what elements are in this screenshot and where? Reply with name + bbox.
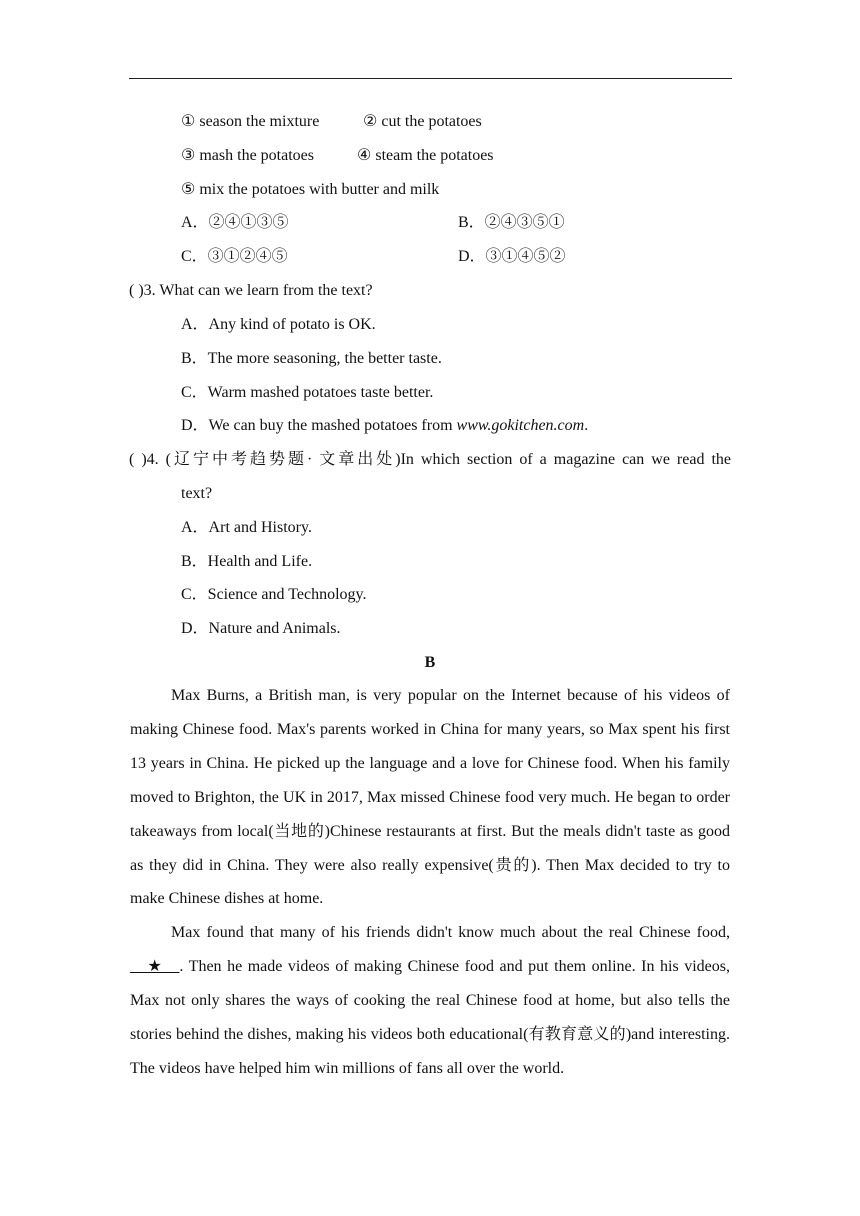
q4-option-c: C．Science and Technology. (181, 586, 367, 603)
q3-stem: ( )3. What can we learn from the text? (129, 282, 373, 299)
section-heading: B (424, 654, 436, 671)
q2-option-d: D．③①④⑤② (458, 248, 566, 265)
q3-url: www.gokitchen.com (456, 417, 585, 434)
star-blank: __★__ (130, 958, 180, 976)
q2-option-c: C．③①②④⑤ (181, 248, 288, 265)
q3-url-end: . (584, 417, 589, 434)
q3-option-a: A．Any kind of potato is OK. (181, 316, 376, 333)
paragraph-2-start: Max found that many of his friends didn't know much about the real Chinese food, (171, 924, 730, 942)
q3-option-d-text: D．We can buy the mashed potatoes from (181, 417, 457, 434)
step-2: ② cut the potatoes (363, 113, 482, 130)
paragraph-2-end: . Then he made videos of making Chinese food and put them online. In his videos, Max not only shares the ways of cooking the real Chinese food at home, but also tells the stories behind the dishes, making his videos both educational(有教育意义的)and interesting. The videos have helped him win millions of fans all over the world. (130, 958, 731, 1077)
q4-stem-line2: text? (181, 485, 213, 502)
q3-option-c: C．Warm mashed potatoes taste better. (181, 384, 434, 401)
step-1: ① season the mixture (181, 113, 320, 130)
header-rule (129, 78, 732, 79)
step-3: ③ mash the potatoes (181, 147, 314, 164)
q4-option-a: A．Art and History. (181, 519, 312, 536)
passage (130, 679, 730, 1086)
q4-option-d: D．Nature and Animals. (181, 620, 341, 637)
paragraph-2 (130, 916, 730, 1086)
step-5: ⑤ mix the potatoes with butter and milk (181, 181, 440, 198)
q3-option-b: B．The more seasoning, the better taste. (181, 350, 442, 367)
q2-option-b: B．②④③⑤① (458, 214, 565, 231)
q4-option-b: B．Health and Life. (181, 553, 313, 570)
q2-option-a: A．②④①③⑤ (181, 214, 289, 231)
paragraph-1: Max Burns, a British man, is very popular on the Internet because of his videos of making Chinese food. Max's parents worked in China for many years, so Max spent his first 13 years in China. He picked up the language and a love for Chinese food. When his family moved to Brighton, the UK in 2017, Max missed Chinese food very much. He began to order takeaways from local(当地的)Chinese restaurants at first. But the meals didn't taste as good as they did in China. They were also really expensive(贵的). Then Max decided to try to make Chinese dishes at home. (130, 687, 730, 908)
q3-option-d (181, 416, 588, 436)
step-4: ④ steam the potatoes (357, 147, 494, 164)
q4-stem-line1: ( )4. (辽宁中考趋势题· 文章出处)In which section of a magazine can we read the (129, 451, 731, 468)
